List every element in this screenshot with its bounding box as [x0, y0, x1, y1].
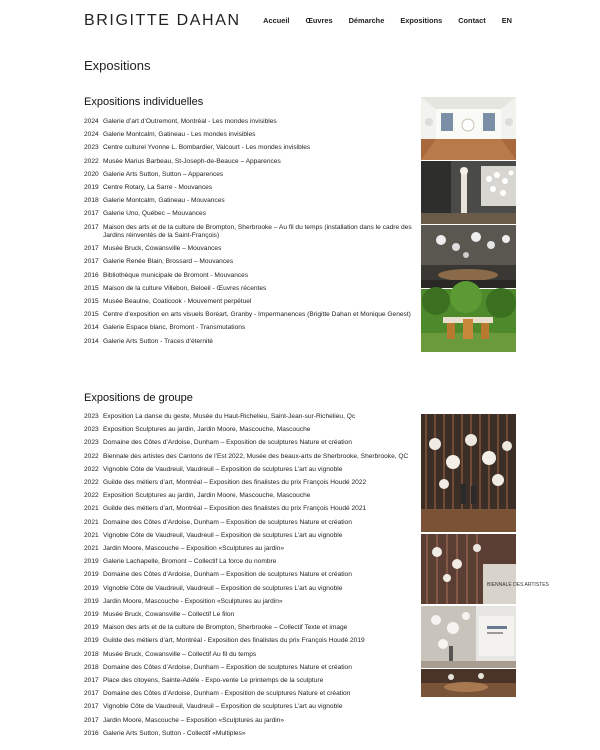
exhibition-year: 2018 — [84, 650, 99, 658]
exhibition-description: Maison des arts et de la culture de Brompton, Sherbrooke – Au fil du temps (installation dans le cadre des Jardins réinventés de la Saint-François) — [103, 223, 412, 240]
photo-installation-dark — [421, 161, 516, 224]
exhibition-year: 2021 — [84, 505, 99, 513]
exhibition-year: 2017 — [84, 716, 99, 724]
exhibition-year: 2019 — [84, 637, 99, 645]
exhibition-description: Guilde des métiers d’art, Montréal - Exposition des finalistes du prix François Houdé 2019 — [103, 637, 365, 645]
nav-contact[interactable]: Contact — [458, 16, 486, 25]
exhibition-year: 2020 — [84, 170, 99, 178]
exhibition-year: 2016 — [84, 271, 99, 279]
solo-exhibition-item — [84, 144, 414, 152]
exhibition-description: Centre culturel Yvonne L. Bombardier, Valcourt - Les mondes invisibles — [103, 144, 311, 152]
exhibition-year: 2018 — [84, 197, 99, 205]
exhibition-description: Guilde des métiers d’art, Montréal – Exposition des finalistes du prix François Houdé 2022 — [103, 479, 367, 487]
solo-exhibition-item — [84, 184, 414, 192]
main-nav — [263, 16, 512, 25]
solo-exhibition-item — [84, 338, 414, 346]
exhibition-description: Exposition Sculptures au jardin, Jardin Moore, Mascouche, Mascouche — [103, 492, 311, 500]
exhibition-year: 2019 — [84, 184, 99, 192]
group-exhibition-item — [84, 571, 414, 579]
group-exhibition-item — [84, 558, 414, 566]
group-exhibition-item — [84, 505, 414, 513]
exhibition-year: 2019 — [84, 571, 99, 579]
group-exhibition-item — [84, 426, 414, 434]
exhibition-year: 2021 — [84, 545, 99, 553]
exhibition-description: Jardin Moore, Mascouche – Exposition «Sculptures au jardin» — [103, 716, 285, 724]
exhibition-description: Place des citoyens, Sainte-Adèle - Expo-vente Le printemps de la sculpture — [103, 677, 324, 685]
group-exhibition-item — [84, 637, 414, 645]
photo-biennale-wall — [421, 606, 516, 668]
exhibition-year: 2022 — [84, 452, 99, 460]
exhibition-description: Domaine des Côtes d’Ardoise, Dunham – Exposition de sculptures Nature et création — [103, 518, 352, 526]
exhibition-description: Vignoble Côte de Vaudreuil, Vaudreuil – Exposition de sculptures L’art au vignoble — [103, 584, 343, 592]
solo-exhibition-item — [84, 158, 414, 166]
nav-expositions[interactable]: Expositions — [400, 16, 443, 25]
exhibition-description: Bibliothèque municipale de Bromont - Mouvances — [103, 271, 249, 279]
exhibition-description: Domaine des Côtes d’Ardoise, Dunham - Exposition de sculptures Nature et création — [103, 690, 351, 698]
exhibition-description: Musée Beaulne, Coaticook - Mouvement perpétuel — [103, 298, 252, 306]
exhibition-year: 2019 — [84, 558, 99, 566]
exhibition-year: 2022 — [84, 157, 99, 165]
site-header — [0, 0, 600, 42]
solo-exhibition-item — [84, 272, 414, 280]
photo-gallery-room — [421, 97, 516, 160]
biennale-sign-text: BIENNALE DES ARTISTES — [487, 582, 549, 588]
group-exhibition-item — [84, 598, 414, 606]
solo-exhibitions-title: Expositions individuelles — [84, 96, 204, 108]
group-exhibitions-title: Expositions de groupe — [84, 392, 193, 404]
group-exhibition-item — [84, 664, 414, 672]
group-exhibition-item — [84, 690, 414, 698]
solo-exhibition-item — [84, 224, 414, 241]
site-logo[interactable]: BRIGITTE DAHAN — [84, 12, 241, 29]
photo-biennale-installation — [421, 534, 549, 604]
exhibition-year: 2023 — [84, 144, 99, 152]
exhibition-year: 2023 — [84, 426, 99, 434]
group-exhibitions-list — [84, 413, 414, 743]
exhibition-description: Galerie Arts Sutton - Traces d’éternité — [103, 337, 213, 345]
solo-exhibitions-list — [84, 118, 414, 351]
exhibition-description: Centre Rotary, La Sarre - Mouvances — [103, 184, 213, 192]
solo-exhibition-item — [84, 197, 414, 205]
group-exhibition-item — [84, 545, 414, 553]
solo-exhibition-item — [84, 298, 414, 306]
exhibition-description: Galerie Arts Sutton, Sutton - Collectif «Multiples» — [103, 729, 246, 737]
solo-exhibition-item — [84, 210, 414, 218]
group-exhibition-item — [84, 466, 414, 474]
exhibition-year: 2016 — [84, 729, 99, 737]
exhibition-description: Domaine des Côtes d’Ardoise, Dunham – Exposition de sculptures Nature et création — [103, 571, 352, 579]
exhibition-description: Galerie Lachapelle, Bromont – Collectif La force du nombre — [103, 558, 277, 566]
solo-exhibition-item — [84, 285, 414, 293]
exhibition-description: Galerie Montcalm, Gatineau - Les mondes invisibles — [103, 131, 256, 139]
group-exhibition-item — [84, 730, 414, 738]
photo-sculpture-detail — [421, 669, 516, 697]
solo-exhibition-item — [84, 171, 414, 179]
exhibition-description: Domaine des Côtes d’Ardoise, Dunham – Exposition de sculptures Nature et création — [103, 663, 352, 671]
exhibition-description: Jardin Moore, Mascouche – Exposition «Sculptures au jardin» — [103, 545, 285, 553]
exhibition-description: Domaine des Côtes d’Ardoise, Dunham – Exposition de sculptures Nature et création — [103, 439, 352, 447]
group-exhibition-item — [84, 479, 414, 487]
solo-exhibition-item — [84, 245, 414, 253]
exhibition-year: 2014 — [84, 337, 99, 345]
exhibition-year: 2017 — [84, 258, 99, 266]
exhibition-description: Vignoble Côte de Vaudreuil, Vaudreuil – Exposition de sculptures L’art au vignoble — [103, 465, 343, 473]
exhibition-description: Centre d’exposition en arts visuels Boréart, Granby - Impermanences (Brigitte Dahan et Monique Genest) — [103, 311, 411, 319]
solo-exhibition-item — [84, 311, 414, 319]
nav-demarche[interactable]: Démarche — [348, 16, 385, 25]
exhibition-year: 2015 — [84, 284, 99, 292]
exhibition-year: 2017 — [84, 210, 99, 218]
exhibition-description: Biennale des artistes des Cantons de l’Est 2022, Musée des beaux-arts de Sherbrooke, Sherbrooke, QC — [103, 452, 409, 460]
exhibition-description: Maison de la culture Villebon, Beloeil - Œuvres récentes — [103, 284, 267, 292]
exhibition-year: 2019 — [84, 584, 99, 592]
group-exhibition-item — [84, 453, 414, 461]
exhibition-description: Musée Bruck, Cowansville – Collectif Le filon — [103, 611, 235, 619]
exhibition-description: Musée Bruck, Cowansville – Collectif Au fil du temps — [103, 650, 257, 658]
exhibition-year: 2015 — [84, 298, 99, 306]
exhibition-year: 2023 — [84, 439, 99, 447]
solo-exhibition-item — [84, 324, 414, 332]
group-exhibition-item — [84, 492, 414, 500]
group-exhibition-item — [84, 677, 414, 685]
nav-accueil[interactable]: Accueil — [263, 16, 290, 25]
group-exhibition-item — [84, 439, 414, 447]
photo-hanging-sculptures — [421, 225, 516, 288]
group-exhibition-item — [84, 519, 414, 527]
exhibition-year: 2021 — [84, 518, 99, 526]
exhibition-year: 2017 — [84, 245, 99, 253]
exhibition-year: 2021 — [84, 531, 99, 539]
exhibition-description: Galerie Arts Sutton, Sutton – Apparences — [103, 170, 224, 178]
exhibition-description: Jardin Moore, Mascouche - Exposition «Sculptures au jardin» — [103, 597, 283, 605]
exhibition-description: Galerie Montcalm, Gatineau - Mouvances — [103, 197, 225, 205]
nav-language-en[interactable]: EN — [501, 16, 512, 25]
exhibition-year: 2024 — [84, 131, 99, 139]
exhibition-description: Vignoble Côte de Vaudreuil, Vaudreuil – Exposition de sculptures L’art au vignoble — [103, 531, 343, 539]
exhibition-year: 2017 — [84, 677, 99, 685]
exhibition-description: Galerie Renée Blain, Brossard – Mouvances — [103, 258, 234, 266]
group-exhibition-item — [84, 532, 414, 540]
exhibition-description: Galerie Uno, Québec – Mouvances — [103, 210, 206, 218]
exhibition-year: 2018 — [84, 663, 99, 671]
group-exhibition-item — [84, 703, 414, 711]
exhibition-year: 2023 — [84, 413, 99, 420]
exhibition-description: Galerie Espace blanc, Bromont - Transmutations — [103, 324, 246, 332]
group-exhibition-item — [84, 624, 414, 632]
exhibition-description: Vignoble Côte de Vaudreuil, Vaudreuil – Exposition de sculptures L’art au vignoble — [103, 703, 343, 711]
exhibition-description: Exposition Sculptures au jardin, Jardin Moore, Mascouche, Mascouche — [103, 426, 311, 434]
page-title: Expositions — [84, 58, 151, 73]
exhibition-year: 2017 — [84, 703, 99, 711]
exhibition-year: 2014 — [84, 324, 99, 332]
group-exhibition-item — [84, 611, 414, 619]
exhibition-description: Musée Bruck, Cowansville – Mouvances — [103, 245, 222, 253]
photo-museum-installation — [421, 414, 516, 532]
exhibition-description: Maison des arts et de la culture de Brompton, Sherbrooke – Collectif Texte et image — [103, 624, 348, 632]
nav-oeuvres[interactable]: Œuvres — [305, 16, 333, 25]
exhibition-year: 2019 — [84, 597, 99, 605]
group-exhibition-item — [84, 717, 414, 725]
exhibition-year: 2022 — [84, 465, 99, 473]
group-exhibition-item — [84, 413, 414, 421]
solo-exhibition-item — [84, 258, 414, 266]
exhibition-year: 2022 — [84, 492, 99, 500]
exhibition-year: 2024 — [84, 118, 99, 125]
group-exhibition-item — [84, 651, 414, 659]
exhibition-description: Guilde des métiers d’art, Montréal – Exposition des finalistes du prix François Houdé 2021 — [103, 505, 367, 513]
exhibition-description: Galerie d’art d’Outremont, Montréal - Les mondes invisibles — [103, 118, 277, 125]
solo-exhibition-item — [84, 131, 414, 139]
exhibition-year: 2022 — [84, 479, 99, 487]
exhibition-year: 2017 — [84, 223, 99, 231]
group-exhibition-item — [84, 585, 414, 593]
exhibition-year: 2019 — [84, 624, 99, 632]
exhibition-year: 2015 — [84, 311, 99, 319]
exhibition-description: Exposition La danse du geste, Musée du Haut-Richelieu, Saint-Jean-sur-Richelieu, Qc — [103, 413, 356, 420]
exhibition-year: 2019 — [84, 611, 99, 619]
solo-exhibition-item — [84, 118, 414, 126]
exhibition-description: Musée Marius Barbeau, St-Joseph-de-Beauce – Apparences — [103, 157, 281, 165]
exhibition-year: 2017 — [84, 690, 99, 698]
photo-outdoor-garden — [421, 289, 516, 352]
